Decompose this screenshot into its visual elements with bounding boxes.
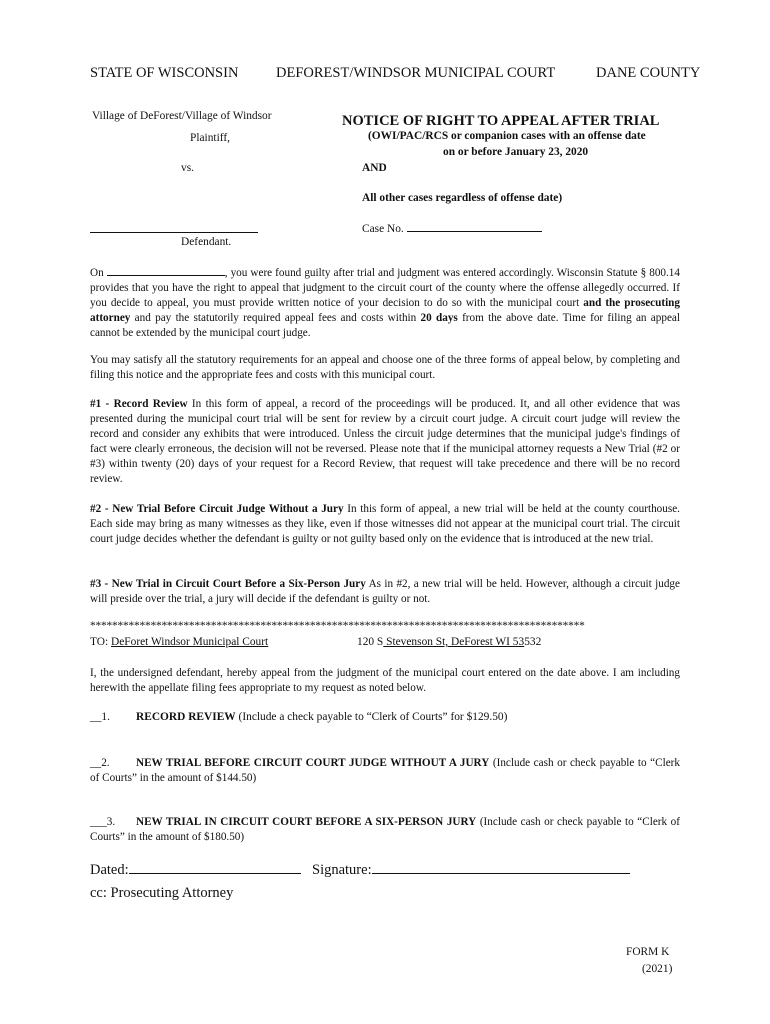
choice-3-num: ___3. <box>90 816 116 828</box>
option1-paragraph <box>90 397 680 487</box>
to-court-name: DeForet Windsor Municipal Court <box>111 636 269 648</box>
undersigned-paragraph <box>90 666 680 696</box>
plaintiff-label: Plaintiff, <box>190 132 230 144</box>
option3-text: As in #2, a new trial will be held. However, although a circuit judge will preside over the trial, a jury will decide if the defendant is guilty or not. <box>90 578 680 605</box>
intro-bold1: and the prosecuting attorney <box>90 297 681 324</box>
form-label: FORM K <box>626 946 670 958</box>
vs-label: vs. <box>181 162 194 174</box>
intro-text2: and pay the statutorily required appeal fees and costs within <box>130 312 421 324</box>
choice-2-num: __2. <box>90 757 110 769</box>
option3-paragraph <box>90 577 680 607</box>
option2-heading: #2 - New Trial Before Circuit Judge Without a Jury <box>90 503 344 515</box>
option3-heading: #3 - New Trial in Circuit Court Before a Six-Person Jury <box>90 578 366 590</box>
choice-1-title: RECORD REVIEW <box>136 711 236 723</box>
addr-prefix: 120 S <box>357 636 384 648</box>
intro-text3: from the above date. Time for filing an appeal cannot be extended by the municipal court judge. <box>90 312 681 339</box>
choice-2-text: (Include cash or check payable to “Clerk of Courts” in the amount of $144.50) <box>90 757 680 784</box>
choice-2-title: NEW TRIAL BEFORE CIRCUIT COURT JUDGE WITHOUT A JURY <box>136 757 490 769</box>
defendant-label: Defendant. <box>181 236 232 248</box>
intro-paragraph <box>90 264 680 341</box>
signature-label: Signature: <box>312 862 372 878</box>
intro-text1: , you were found guilty after trial and judgment was entered accordingly. Wisconsin Statute § 800.14 provides that you have the right to appeal that judgment to the circuit court of the county where the offense allegedly occurred. If you decide to appeal, you must provide written notice of your decision to do so with the municipal court <box>90 267 680 309</box>
dated-field[interactable] <box>129 860 301 874</box>
option1-text: In this form of appeal, a record of the proceedings will be produced. It, and all other evidence that was presented during the municipal court trial will be sent for review by a circuit court judge. A circuit court judge will review the record and consider any exhibits that were introduced. Unless the circuit judge determines that the municipal judge's findings of fact were clearly erroneous, the decision will not be reversed. Please note that if the municipal attorney requests a New Trial (#2 or #3) within twenty (20) days of your request for a Record Review, that request will take precedence and there will be no record review. <box>90 398 680 485</box>
option2-text: In this form of appeal, a new trial will be held at the county courthouse. Each side may bring as many witnesses as they like, even if those witnesses did not appear at the municipal court trial. The circuit court judge decides whether the defendant is guilty or not guilty based only on the evidence that is introduced at the new trial. <box>90 503 680 545</box>
title-and: AND <box>362 162 387 174</box>
case-no-field[interactable] <box>407 220 542 232</box>
addr-street: Stevenson St, DeForest WI 53 <box>383 636 525 648</box>
defendant-name-line[interactable] <box>90 232 258 233</box>
undersigned-text: I, the undersigned defendant, hereby appeal from the judgment of the municipal court entered on the date above. I am including herewith the appellate filing fees appropriate to my request as noted below. <box>90 667 680 694</box>
choice-3-text: (Include cash or check payable to “Clerk of Courts” in the amount of $180.50) <box>90 816 680 843</box>
header-court: DEFOREST/WINDSOR MUNICIPAL COURT <box>276 65 556 81</box>
signature-field[interactable] <box>372 860 630 874</box>
form-year: (2021) <box>642 963 673 975</box>
judgment-date-field[interactable] <box>107 264 225 276</box>
choice-3[interactable] <box>90 815 680 845</box>
satisfy-text: You may satisfy all the statutory requirements for an appeal and choose one of the three forms of appeal below, by completing and filing this notice and the appropriate fees and costs with this municipal court. <box>90 354 680 381</box>
option2-paragraph <box>90 502 680 547</box>
option1-heading: #1 - Record Review <box>90 398 188 410</box>
title-sub1: (OWI/PAC/RCS or companion cases with an offense date <box>368 130 646 142</box>
choice-2[interactable] <box>90 756 680 786</box>
notice-title: NOTICE OF RIGHT TO APPEAL AFTER TRIAL <box>342 113 660 129</box>
choice-1[interactable] <box>90 711 507 723</box>
divider: ****************************************************************************************** <box>90 620 585 632</box>
choice-1-num: __1. <box>90 711 110 723</box>
choice-3-title: NEW TRIAL IN CIRCUIT COURT BEFORE A SIX-PERSON JURY <box>136 816 477 828</box>
header-state: STATE OF WISCONSIN <box>90 65 239 81</box>
header-county: DANE COUNTY <box>596 65 701 81</box>
title-sub2: on or before January 23, 2020 <box>443 146 589 158</box>
title-sub3: All other cases regardless of offense date) <box>362 192 563 204</box>
plaintiff-name: Village of DeForest/Village of Windsor <box>92 110 272 122</box>
choice-1-text: (Include a check payable to “Clerk of Courts” for $129.50) <box>235 711 508 723</box>
dated-row <box>90 860 301 879</box>
to-line <box>90 636 268 648</box>
intro-on: On <box>90 267 104 279</box>
case-no-label: Case No. <box>362 223 404 235</box>
to-label: TO: <box>90 636 109 648</box>
addr-suffix: 532 <box>524 636 542 648</box>
signature-row <box>312 860 630 879</box>
intro-bold2: 20 days <box>420 312 458 324</box>
to-address <box>357 636 541 648</box>
case-no <box>362 220 542 235</box>
cc-line: cc: Prosecuting Attorney <box>90 885 234 901</box>
satisfy-paragraph <box>90 353 680 383</box>
dated-label: Dated: <box>90 862 129 878</box>
